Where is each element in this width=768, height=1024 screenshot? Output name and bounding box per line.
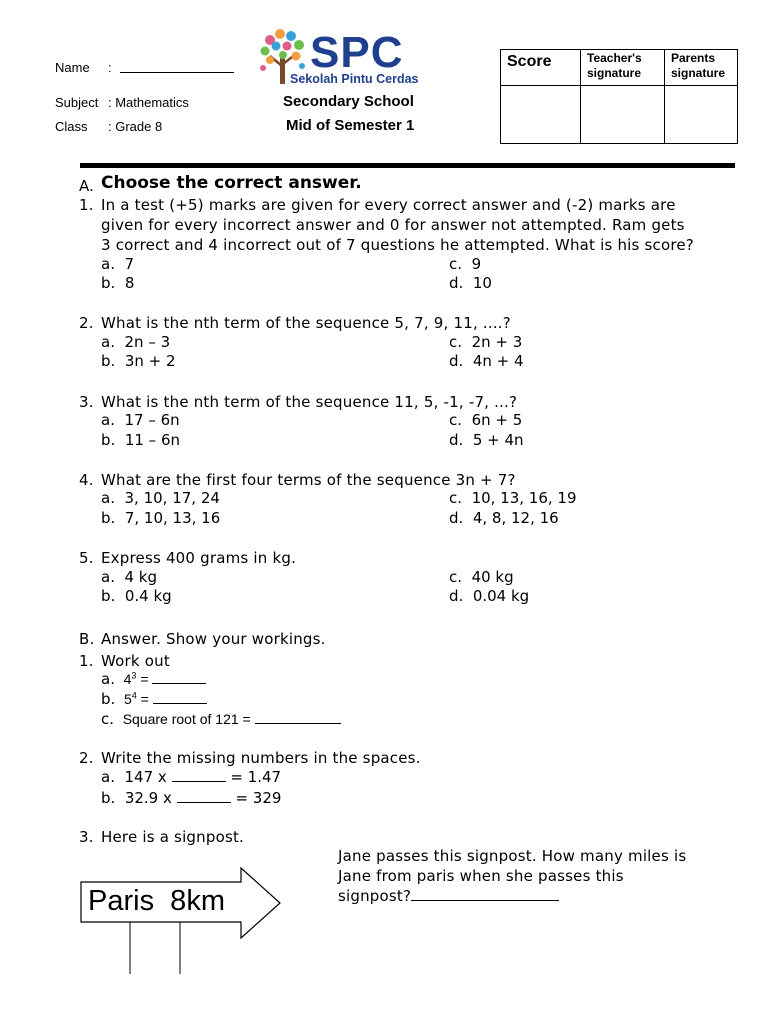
signpost-question: Jane passes this signpost. How many miles is Jane from paris when she passes this signpost? xyxy=(338,847,687,905)
option-b[interactable]: b. 3n + 2 xyxy=(101,352,176,370)
question-text: What is the nth term of the sequence 11, 5, -1, -7, ...? xyxy=(101,393,518,411)
answer-blank[interactable] xyxy=(152,683,206,684)
option-d[interactable]: d. 5 + 4n xyxy=(449,431,524,449)
logo-text: SPC xyxy=(310,28,404,77)
option-d[interactable]: d. 0.04 kg xyxy=(449,587,530,605)
parents-signature-column[interactable] xyxy=(665,50,738,143)
missing-number-b: b. 32.9 x = 329 xyxy=(101,789,282,807)
parents-signature-header: Parents signature xyxy=(671,51,726,80)
question-text: Here is a signpost. xyxy=(101,828,245,846)
work-out-c: c. Square root of 121 = xyxy=(101,710,341,728)
option-a[interactable]: a. 4 kg xyxy=(101,568,158,586)
option-a[interactable]: a. 2n – 3 xyxy=(101,333,171,351)
question-number: 5. xyxy=(79,549,94,567)
question-number: 2. xyxy=(79,314,94,332)
option-a[interactable]: a. 7 xyxy=(101,255,135,273)
subject-label: Subject xyxy=(55,95,99,110)
question-number: 2. xyxy=(79,749,94,767)
class-label: Class xyxy=(55,119,88,134)
signpost-label: Paris 8km xyxy=(88,885,225,917)
answer-blank[interactable] xyxy=(255,723,341,724)
question-number: 4. xyxy=(79,471,94,489)
option-d[interactable]: d. 4n + 4 xyxy=(449,352,524,370)
option-c[interactable]: c. 40 kg xyxy=(449,568,514,586)
header-divider xyxy=(80,163,735,168)
section-a-letter: A. xyxy=(79,177,94,195)
section-b-letter: B. xyxy=(79,630,95,648)
name-label: Name xyxy=(55,60,90,75)
score-header: Score xyxy=(507,53,552,70)
option-c[interactable]: c. 2n + 3 xyxy=(449,333,523,351)
option-a[interactable]: a. 3, 10, 17, 24 xyxy=(101,489,220,507)
missing-number-a: a. 147 x = 1.47 xyxy=(101,768,282,786)
answer-blank[interactable] xyxy=(177,802,231,803)
option-d[interactable]: d. 10 xyxy=(449,274,492,292)
option-b[interactable]: b. 8 xyxy=(101,274,135,292)
score-column[interactable] xyxy=(501,50,581,143)
option-b[interactable]: b. 7, 10, 13, 16 xyxy=(101,509,221,527)
option-b[interactable]: b. 0.4 kg xyxy=(101,587,172,605)
question-text: Express 400 grams in kg. xyxy=(101,549,297,567)
subject-value: : Mathematics xyxy=(108,95,189,110)
exam-title: Mid of Semester 1 xyxy=(286,117,415,134)
teacher-signature-column[interactable] xyxy=(581,50,665,143)
work-out-b: b. $5^4$ = xyxy=(101,690,207,708)
signpost-figure xyxy=(78,860,284,976)
option-c[interactable]: c. 10, 13, 16, 19 xyxy=(449,489,577,507)
option-c[interactable]: c. 9 xyxy=(449,255,482,273)
option-b[interactable]: b. 11 – 6n xyxy=(101,431,181,449)
answer-blank[interactable] xyxy=(172,781,226,782)
question-text: Write the missing numbers in the spaces. xyxy=(101,749,421,767)
teacher-signature-header: Teacher's signature xyxy=(587,51,642,80)
work-out-a: a. $4^3$ = xyxy=(101,670,206,688)
question-number: 3. xyxy=(79,828,94,846)
question-text: What is the nth term of the sequence 5, 7, 9, 11, ....? xyxy=(101,314,511,332)
name-blank[interactable] xyxy=(120,72,234,73)
name-separator: : xyxy=(108,60,112,75)
question-text: What are the first four terms of the sequence 3n + 7? xyxy=(101,471,516,489)
question-number: 1. xyxy=(79,196,94,214)
question-number: 1. xyxy=(79,652,94,670)
school-title: Secondary School xyxy=(283,93,414,110)
question-number: 3. xyxy=(79,393,94,411)
question-text: Work out xyxy=(101,652,170,670)
answer-blank[interactable] xyxy=(153,703,207,704)
logo-subtitle: Sekolah Pintu Cerdas xyxy=(290,72,419,86)
class-value: : Grade 8 xyxy=(108,119,163,134)
option-c[interactable]: c. 6n + 5 xyxy=(449,411,523,429)
question-text: In a test (+5) marks are given for every correct answer and (-2) marks are given for every incorrect answer and 0 for answer not attempted. Ram gets 3 correct and 4 incorrect out of 7 questions he attempted. What is his score? xyxy=(101,196,694,254)
option-d[interactable]: d. 4, 8, 12, 16 xyxy=(449,509,559,527)
section-a-title: Choose the correct answer. xyxy=(101,173,362,193)
answer-blank[interactable] xyxy=(411,900,559,901)
score-table-divider xyxy=(501,85,737,86)
section-b-title: Answer. Show your workings. xyxy=(101,630,326,648)
score-table xyxy=(500,49,738,144)
option-a[interactable]: a. 17 – 6n xyxy=(101,411,180,429)
